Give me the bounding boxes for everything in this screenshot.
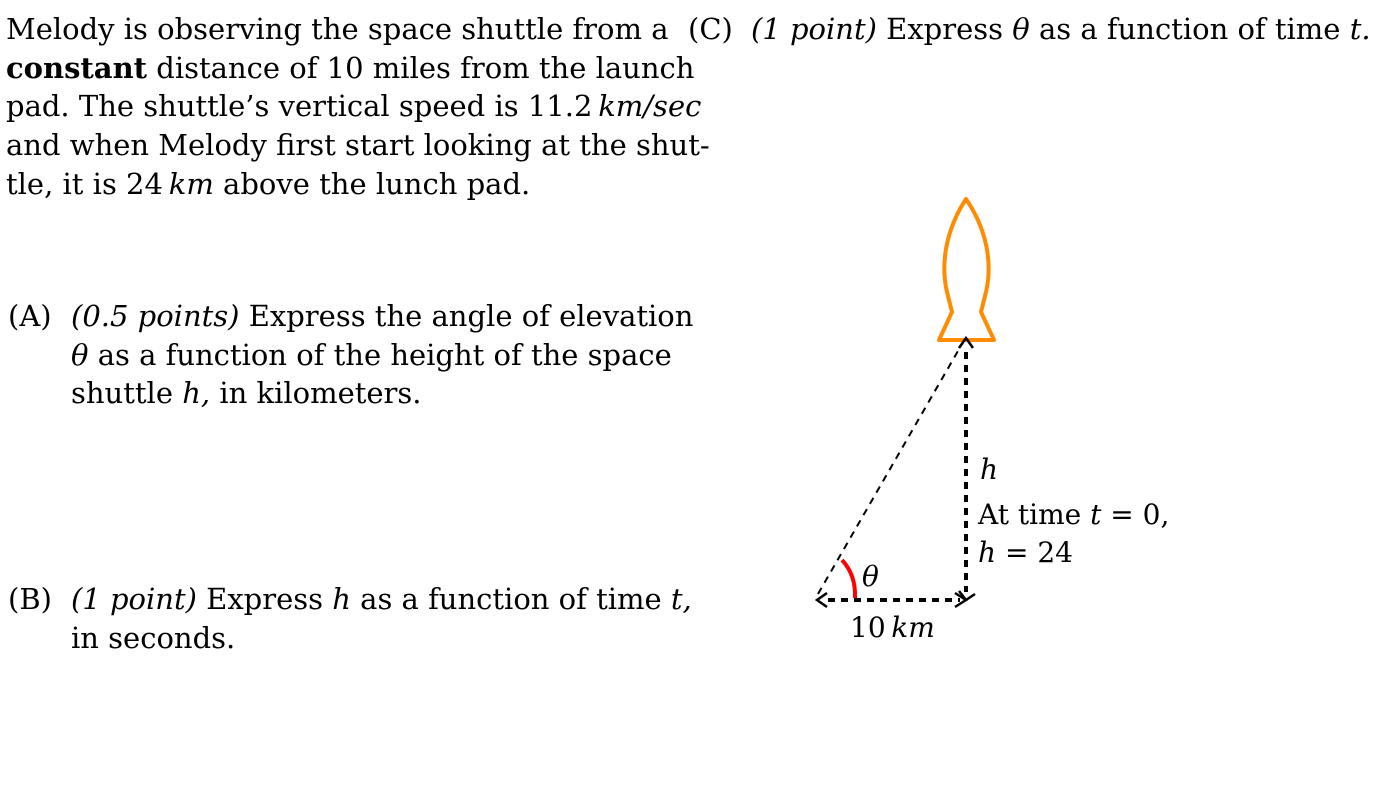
part-b-points: (1 point) (71, 582, 197, 616)
time-note-post: = 0, (1110, 498, 1170, 531)
part-b-label: (B) (8, 582, 52, 616)
line-of-sight (818, 344, 962, 594)
t-var-b: t, (670, 582, 692, 616)
part-a-line-2-text: as a function of the height of the space (97, 337, 672, 372)
part-a-points: (0.5 points) (71, 299, 240, 333)
base-number: 10 (850, 611, 886, 644)
intro-line-3-text: pad. The shuttle’s vertical speed is 11.2 (6, 89, 593, 124)
intro-bold-constant: constant (6, 50, 148, 85)
part-b-mid: as a function of time (360, 582, 662, 616)
theta-var-c: θ (1012, 12, 1030, 46)
part-a-label: (A) (8, 299, 52, 333)
base-label (850, 611, 935, 645)
speed-unit: km/sec (598, 89, 702, 124)
base-unit: km (891, 611, 935, 644)
h-var-b: h (332, 582, 351, 616)
intro-line-1: Melody is observing the space shuttle from a (6, 12, 669, 46)
time-note-t: t (1090, 498, 1102, 531)
angle-arc (842, 560, 855, 598)
height-label: h (980, 453, 999, 486)
part-b-pre: Express (206, 582, 324, 616)
time-note-line-1 (978, 498, 1169, 532)
part-c-label: (C) (688, 12, 733, 46)
arrow-right-icon (955, 593, 966, 607)
h-var-a: h, (182, 376, 211, 411)
time-note-pre: At time (978, 498, 1082, 531)
t-var-c: t. (1349, 12, 1371, 46)
intro-line-5-post: above the lunch pad. (223, 166, 531, 201)
arrow-left-icon (817, 593, 827, 607)
part-c-points: (1 point) (751, 12, 877, 46)
time-note-h: h (978, 536, 997, 569)
part-c-mid: as a function of time (1038, 12, 1341, 46)
intro-line-2-rest: distance of 10 miles from the launch (156, 50, 695, 85)
part-a-line-1-text: Express the angle of elevation (248, 299, 694, 333)
intro-line-5-text: tle, it is 24 (6, 166, 163, 201)
part-b-line-2: in seconds. (71, 620, 236, 655)
rocket-shape (939, 199, 994, 340)
part-c-pre: Express (886, 12, 1004, 46)
arrow-down-icon (959, 591, 975, 600)
theta-var-a: θ (71, 337, 89, 372)
time-note-value: = 24 (1004, 536, 1073, 569)
time-note-line-2 (978, 536, 1073, 570)
part-a-line-3-pre: shuttle (71, 376, 173, 411)
height-unit: km (168, 166, 214, 201)
angle-label: θ (862, 560, 879, 593)
intro-line-4: and when Melody first start looking at the shut- (6, 128, 710, 163)
part-a-line-3-post: in kilometers. (219, 376, 422, 411)
